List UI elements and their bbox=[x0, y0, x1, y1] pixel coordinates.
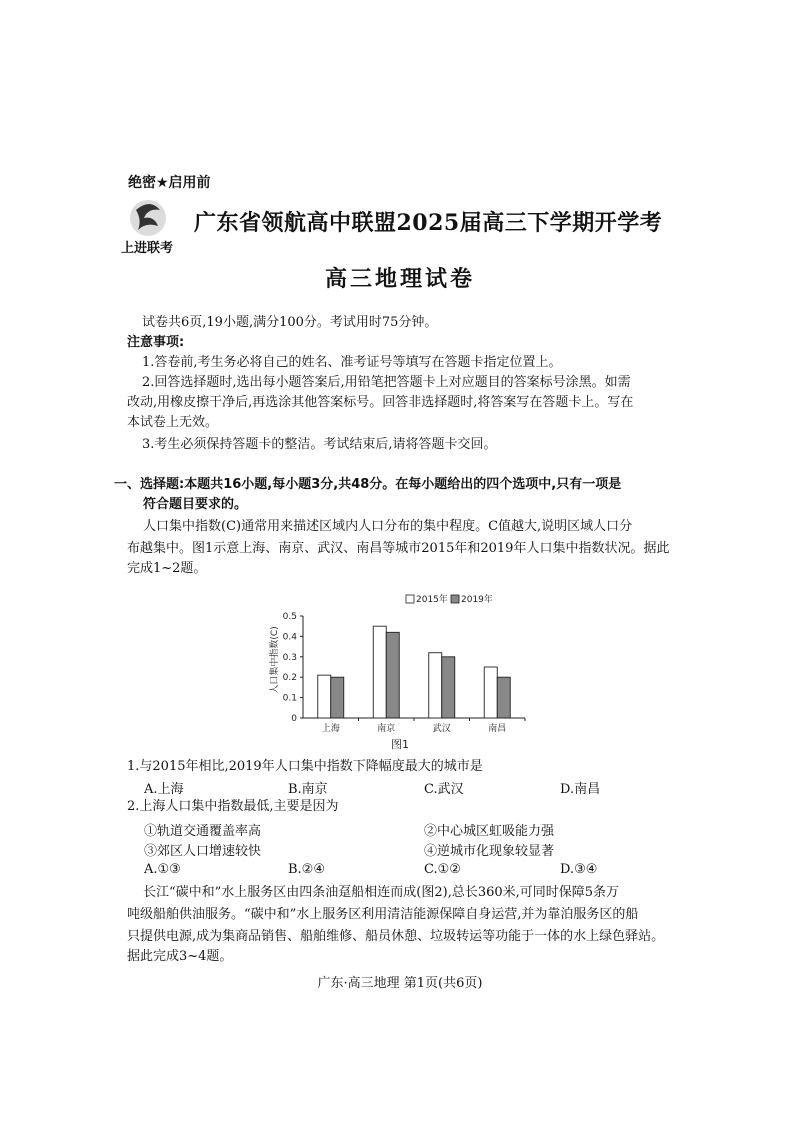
note-2-line-1: 2.回答选择题时,选出每小题答案后,用铅笔把答题卡上对应题目的答案标号涂黑。如需 bbox=[142, 375, 631, 390]
q2-option-b: B.②④ bbox=[288, 862, 325, 877]
confidential-label: 绝密★启用前 bbox=[128, 175, 211, 191]
passage-2-line-1: 长江“碳中和”水上服务区由四条油趸船相连而成(图2),总长360米,可同时保障5条万 bbox=[143, 885, 620, 900]
q2-option-a: A.①③ bbox=[144, 862, 181, 877]
notes-heading: 注意事项: bbox=[127, 335, 185, 350]
page-footer: 广东·高三地理 第1页(共6页) bbox=[317, 976, 483, 991]
legend-label-2019: 2019年 bbox=[461, 595, 493, 605]
x-tick-label: 武汉 bbox=[432, 724, 451, 734]
bar-南昌-2015年 bbox=[484, 667, 497, 718]
logo-swirl-icon bbox=[120, 196, 186, 258]
legend-label-2015: 2015年 bbox=[416, 595, 448, 605]
y-tick-label: 0 bbox=[291, 714, 297, 724]
population-concentration-chart bbox=[255, 578, 545, 754]
y-tick-label: 0.2 bbox=[282, 673, 297, 684]
paper-subtitle: 高三地理试卷 bbox=[324, 266, 475, 292]
q1-option-c: C.武汉 bbox=[424, 782, 464, 797]
q2-statement-3: ③郊区人口增速较快 bbox=[144, 844, 262, 859]
passage-1-line-3: 完成1~2题。 bbox=[127, 561, 207, 576]
q2-option-d: D.③④ bbox=[560, 862, 598, 877]
legend-swatch-2019 bbox=[451, 595, 459, 603]
q1-option-a: A.上海 bbox=[144, 782, 184, 797]
passage-2-line-3: 只提供电源,成为集商品销售、船舶维修、船员休憩、垃圾转运等功能于一体的水上绿色驿站。 bbox=[127, 929, 665, 944]
q2-statement-2: ②中心城区虹吸能力强 bbox=[424, 824, 555, 839]
bar-武汉-2015年 bbox=[429, 653, 442, 718]
x-tick-label: 上海 bbox=[321, 724, 340, 734]
passage-2-line-4: 据此完成3~4题。 bbox=[127, 949, 233, 964]
q1-option-b: B.南京 bbox=[288, 782, 328, 797]
note-3: 3.考生必须保持答题卡的整洁。考试结束后,请将答题卡交回。 bbox=[142, 437, 497, 452]
y-tick-label: 0.3 bbox=[282, 652, 297, 663]
bar-武汉-2019年 bbox=[442, 657, 455, 718]
q1-option-d: D.南昌 bbox=[560, 782, 601, 797]
exam-logo bbox=[120, 196, 186, 258]
figure-caption: 图1 bbox=[391, 738, 409, 751]
note-1: 1.答卷前,考生务必将自己的姓名、准考证号等填写在答题卡指定位置上。 bbox=[142, 355, 562, 370]
chart-legend bbox=[406, 593, 493, 605]
note-2-line-2: 改动,用橡皮擦干净后,再选涂其他答案标号。回答非选择题时,将答案写在答题卡上。写在 bbox=[127, 395, 634, 410]
q2-statement-1: ①轨道交通覆盖率高 bbox=[144, 824, 262, 839]
y-axis-label: 人口集中指数(C) bbox=[270, 626, 280, 694]
logo-text: 上进联考 bbox=[121, 241, 174, 256]
question-1-stem: 1.与2015年相比,2019年人口集中指数下降幅度最大的城市是 bbox=[127, 759, 483, 774]
legend-swatch-2015 bbox=[406, 595, 414, 603]
y-tick-label: 0.4 bbox=[282, 632, 297, 643]
x-tick-label: 南京 bbox=[377, 724, 396, 734]
q2-option-c: C.①② bbox=[424, 862, 461, 877]
y-tick-label: 0.5 bbox=[282, 612, 297, 622]
q2-statement-4: ④逆城市化现象较显著 bbox=[424, 844, 555, 859]
section-heading-line-2: 符合题目要求的。 bbox=[143, 497, 248, 512]
passage-1-line-1: 人口集中指数(C)通常用来描述区域内人口分布的集中程度。C值越大,说明区域人口分 bbox=[143, 519, 633, 534]
bar-上海-2015年 bbox=[318, 675, 331, 718]
passage-2-line-2: 吨级船舶供油服务。“碳中和”水上服务区利用清洁能源保障自身运营,并为靠泊服务区的船 bbox=[127, 907, 639, 922]
bar-南京-2019年 bbox=[386, 632, 399, 718]
section-heading-line-1: 一、选择题:本题共16小题,每小题3分,共48分。在每小题给出的四个选项中,只有一项是 bbox=[114, 477, 622, 492]
question-2-stem: 2.上海人口集中指数最低,主要是因为 bbox=[127, 799, 339, 814]
y-tick-label: 0.1 bbox=[282, 693, 297, 704]
exam-title: 广东省领航高中联盟2025届高三下学期开学考 bbox=[194, 210, 663, 236]
bar-南昌-2019年 bbox=[497, 677, 510, 718]
x-tick-label: 南昌 bbox=[488, 724, 507, 734]
bar-上海-2019年 bbox=[331, 677, 344, 718]
passage-1-line-2: 布越集中。图1示意上海、南京、武汉、南昌等城市2015年和2019年人口集中指数状况。据此 bbox=[127, 541, 670, 556]
note-2-line-3: 本试卷上无效。 bbox=[127, 415, 219, 430]
exam-info: 试卷共6页,19小题,满分100分。考试用时75分钟。 bbox=[142, 315, 438, 330]
bar-南京-2015年 bbox=[373, 626, 386, 718]
